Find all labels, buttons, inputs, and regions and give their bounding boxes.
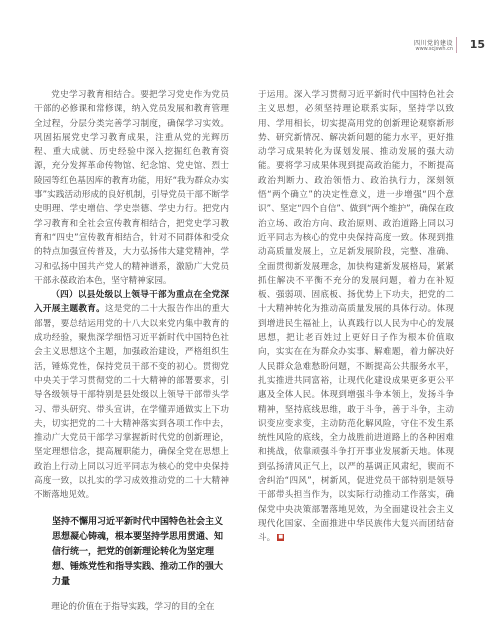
page-number: 15	[469, 38, 485, 51]
journal-title: 四川党的建设	[413, 40, 453, 47]
paragraph	[258, 88, 454, 546]
page-header	[0, 28, 503, 58]
paragraph	[34, 288, 229, 502]
end-of-article-icon: ■	[278, 534, 284, 541]
right-column	[258, 88, 454, 546]
paragraph: 理论的价值在于指导实践，学习的目的全在	[51, 601, 215, 612]
journal-url: www.scjswh.cn	[415, 46, 453, 52]
paragraph-text: 这是党的二十大报告作出的重大部署，要总结运用党的十八大以来党内集中教育的成功经验，聚焦深学细悟习近平新时代中国特色社会主义思想这个主题，加强政治建设，严格组织生活，锤炼党性，保持党员干部不变的初心。贯彻党中央关于学习贯彻党的二十大精神的部署要求，引导各级领导干部特别是县处级以上领导干部带头学习、带头研究、带头宣讲，在学懂弄通做实上下功夫，切实把党的二十大精神落实到各项工作中去，推动广大党员干部学习掌握新时代党的创新理论，坚定理想信念，提高履职能力，确保全党在思想上政治上行动上同以习近平同志为核心的党中央保持高度一致，以扎实的学习成效推动党的二十大精神不断落地见效。	[34, 304, 229, 501]
paragraph: 党史学习教育相结合。要把学习党史作为党员干部的必修课和常修课，纳入党员发展和教育管理全过程，分层分类完善学习制度，确保学习实效。巩固拓展党史学习教育成果，注重从党的光辉历程、重大成就、历史经验中深入挖掘红色教育资源，充分发挥革命传物馆、纪念馆、党史馆、烈士陵园等红色基因库的教育功能，用好“我为群众办实事”实践活动形成的良好机制，引导党员干部不断学史明理、学史增信、学史崇德、学史力行。把党内学习教育和全社会宣传教育相结合，把党史学习教育和“四史”宣传教育相结合，针对不同群体和受众的特点加强宣传普及，大力弘扬伟大建党精神，学习和弘扬中国共产党人的精神谱系，激励广大党员干部永葆政治本色，坚守精神家园。	[34, 90, 229, 286]
paragraph-text: 于运用。深入学习贯彻习近平新时代中国特色社会主义思想，必须坚持理论联系实际，坚持学以致用、学用相长，切实提高用党的创新理论观察新形势、研究新情况、解决新问题的能力水平，更好推动学习成果转化为谋划发展、推动发展的强大动能。要将学习成果体现到提高政治能力，不断提高政治判断力、政治领悟力、政治执行力，深刻领悟“两个确立”的决定性意义，进一步增强“四个意识”、坚定“四个自信”、做到“两个维护”，确保在政治立场、政治方向、政治原则、政治道路上同以习近平同志为核心的党中央保持高度一致。体现到推动高质量发展上，立足新发展阶段，完整、准确、全面贯彻新发展理念，加快构建新发展格局，紧紧抓住解决不平衡不充分的发展问题，着力在补短板、强弱项、固底板、扬优势上下功夫，把党的二十大精神转化为推动高质量发展的具体行动。体现到增进民生福祉上，认真践行以人民为中心的发展思想，把让老百姓过上更好日子作为根本价值取向，实实在在为群众办实事、解难题，着力解决好人民群众急难愁盼问题，不断提高公共服务水平，扎实推进共同富裕，让现代化建设成果更多更公平惠及全体人民。体现到增强斗争本领上，发扬斗争精神，坚持底线思维，敢于斗争，善于斗争，主动识变应变求变，主动防范化解风险，守住不发生系统性风险的底线，全力战胜前进道路上的各种困难和挑战，依靠顽强斗争打开事业发展新天地。体现到弘扬清风正气上，以严的基调正风肃纪，锲而不舍纠治“四风”，树新风，促进党员干部特别是领导干部带头担当作为，以实际行动推动工作落实，确保党中央决策部署落地见效，为全面建设社会主义现代化国家、全面推进中华民族伟大复兴而团结奋斗。	[258, 90, 454, 544]
section-heading: 坚持不懈用习近平新时代中国特色社会主义思想凝心铸魂，根本要坚持学思用贯通、知信行统一，把党的创新理论转化为坚定理想、锤炼党性和指导实践、推动工作的强大力量	[52, 516, 224, 587]
header-divider	[456, 37, 457, 53]
section-lead: （四）以县处级以上领导干部为重点在全党深入开展主题教育。	[34, 290, 229, 315]
left-column	[34, 88, 229, 614]
